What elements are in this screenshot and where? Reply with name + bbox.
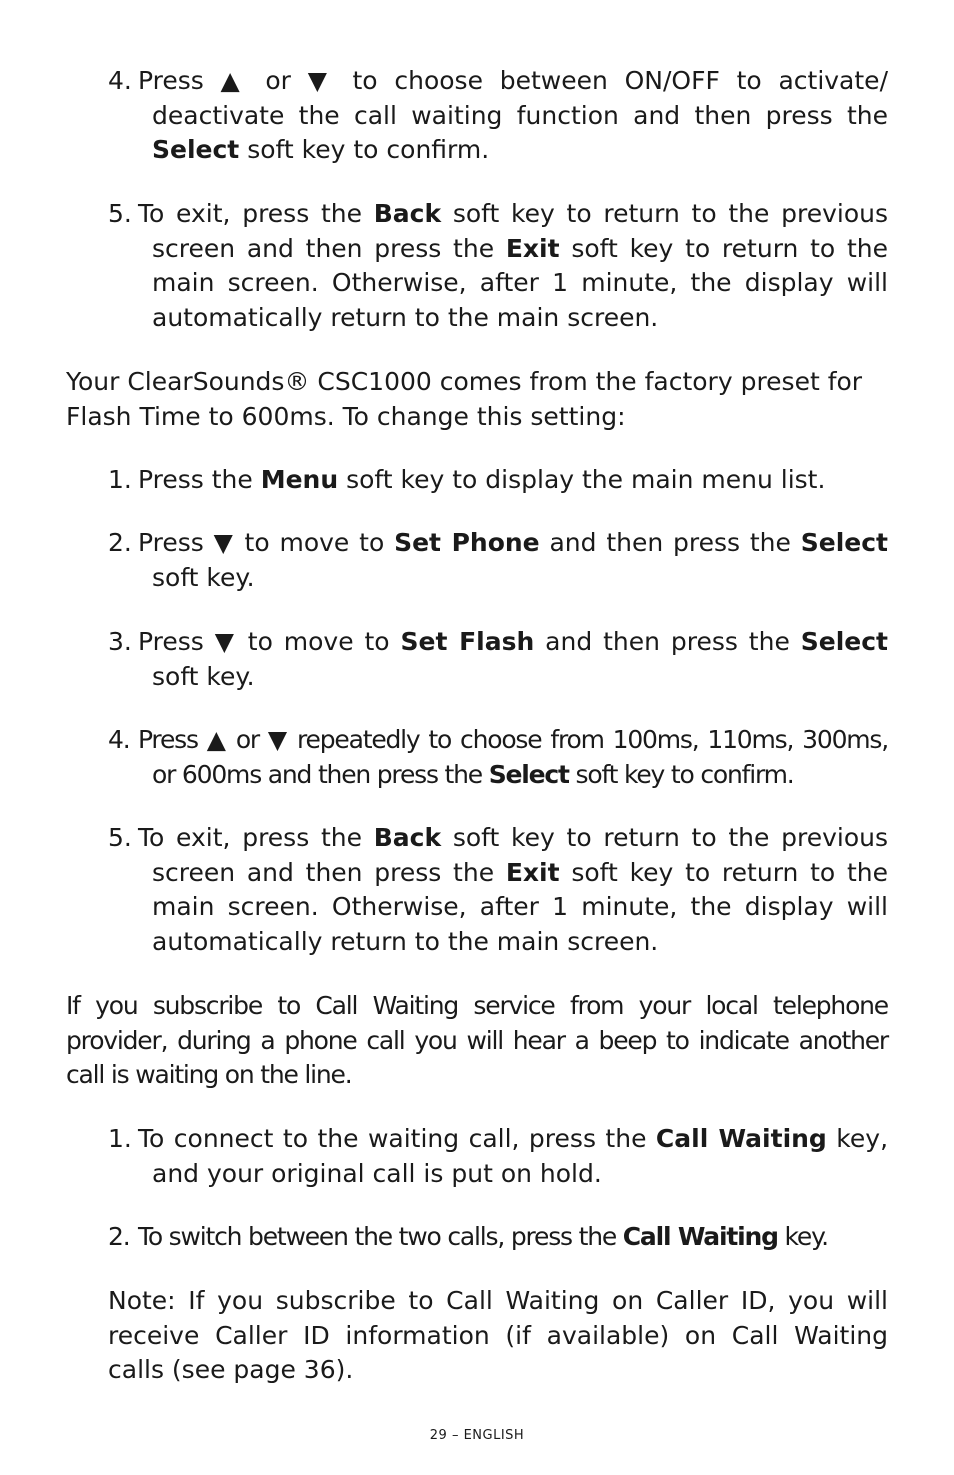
step-text: and then press the <box>539 528 801 557</box>
step-text: soft key. <box>152 562 255 592</box>
callwaiting-step-1 <box>108 1122 888 1191</box>
back-key-label: Back <box>373 199 442 228</box>
step-text: key. <box>777 1222 828 1251</box>
select-key-label: Select <box>800 627 888 656</box>
flash-step-1 <box>108 463 888 498</box>
step-text: key, and your original call is put on hold. <box>152 1124 889 1188</box>
step-number: 2. <box>108 528 132 557</box>
back-key-label: Back <box>373 823 442 852</box>
step-text: and then press the <box>534 627 801 656</box>
step-number: 1. <box>108 465 132 494</box>
menu-key-label: Menu <box>260 465 339 494</box>
cw-step-4 <box>108 64 888 168</box>
step-text: soft key. <box>152 661 255 691</box>
select-key-label: Select <box>152 135 240 164</box>
flash-step-4 <box>108 723 888 792</box>
step-text: To switch between the two calls, press the <box>138 1222 623 1251</box>
step-text: To exit, press the <box>138 199 374 228</box>
step-text: soft key to return to the previous screen and then press the <box>152 199 888 263</box>
step-text: soft key to display the main menu list. <box>338 465 826 494</box>
callwaiting-intro-paragraph: If you subscribe to Call Waiting service from your local telephone provider, during a phone call you will hear a beep to indicate another call is waiting on the line. <box>66 991 888 1089</box>
step-text: Press ▲ or ▼ to choose between ON/OFF to activate/ deactivate the call waiting function and then press the <box>138 66 888 130</box>
step-number: 2. <box>108 1222 130 1251</box>
step-text: soft key to return to the main screen. Otherwise, after 1 minute, the display will automatically return to the main screen. <box>152 233 889 332</box>
flash-step-2 <box>108 526 888 595</box>
flash-intro-paragraph: Your ClearSounds® CSC1000 comes from the factory preset for Flash Time to 600ms. To change this setting: <box>66 367 863 431</box>
flash-step-5 <box>108 821 888 959</box>
select-key-label: Select <box>488 759 569 789</box>
step-text: Press ▲ or ▼ repeatedly to choose from 100ms, 110ms, 300ms, or 600ms and then press the <box>138 725 888 789</box>
exit-key-label: Exit <box>505 857 560 887</box>
set-phone-label: Set Phone <box>394 528 540 557</box>
exit-key-label: Exit <box>505 233 560 263</box>
step-number: 4. <box>108 725 130 754</box>
step-number: 5. <box>108 199 132 228</box>
step-text: Press the <box>138 465 261 494</box>
cw-step-5 <box>108 197 888 335</box>
caller-id-note: Note: If you subscribe to Call Waiting on Caller ID, you will receive Caller ID information (if available) on Call Waiting calls (see page 36). <box>108 1286 888 1384</box>
page-footer: 29 – ENGLISH <box>429 1428 525 1443</box>
step-text: Press ▼ to move to <box>138 528 395 557</box>
step-number: 1. <box>108 1124 132 1153</box>
step-text: Press ▼ to move to <box>138 627 401 656</box>
step-text: To exit, press the <box>138 823 374 852</box>
select-key-label: Select <box>800 528 888 557</box>
call-waiting-key-label: Call Waiting <box>622 1222 778 1251</box>
step-number: 5. <box>108 823 132 852</box>
step-text: soft key to return to the previous screen and then press the <box>152 823 888 887</box>
flash-step-3 <box>108 625 888 694</box>
callwaiting-step-2 <box>108 1220 888 1255</box>
call-waiting-key-label: Call Waiting <box>655 1124 827 1153</box>
step-text: soft key to return to the main screen. Otherwise, after 1 minute, the display will automatically return to the main screen. <box>152 857 889 956</box>
step-text: soft key to confirm. <box>239 135 490 164</box>
step-text: To connect to the waiting call, press the <box>138 1124 656 1153</box>
step-text: soft key to confirm. <box>568 759 794 789</box>
step-number: 3. <box>108 627 132 656</box>
step-number: 4. <box>108 66 132 95</box>
set-flash-label: Set Flash <box>400 627 535 656</box>
